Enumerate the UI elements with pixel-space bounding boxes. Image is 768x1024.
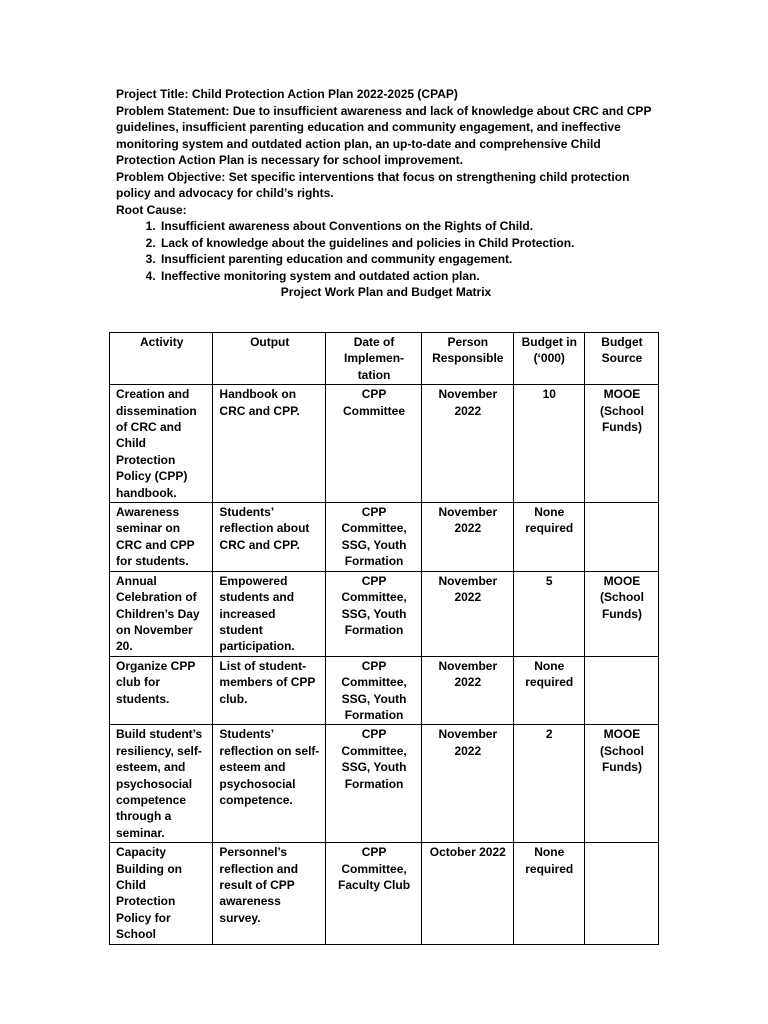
project-title: Child Protection Action Plan 2022-2025 (CPAP) [191,87,458,101]
person-cell: November 2022 [422,503,514,572]
date-cell: CPP Committee, SSG, Youth Formation [326,503,422,572]
column-header-date: Date of Implemen-tation [326,333,422,385]
table-row [110,503,659,572]
budget-cell: None required [513,656,584,725]
date-cell: CPP Committee [326,385,422,503]
source-cell: MOOE (School Funds) [584,725,658,843]
problem-objective: Set specific interventions that focus on strengthening child protection policy and advocacy for child’s rights. [116,169,630,200]
root-cause-item: 4. Ineffective monitoring system and outdated action plan. [159,268,656,285]
column-header-person: Person Responsible [422,333,514,385]
column-header-output: Output [213,333,326,385]
source-cell: MOOE (School Funds) [584,571,658,656]
table-row [110,656,659,725]
output-cell: Students’ reflection about CRC and CPP. [213,503,326,572]
person-cell: November 2022 [422,725,514,843]
date-cell: CPP Committee, SSG, Youth Formation [326,725,422,843]
activity-cell: Build student’s resiliency, self-esteem, and psychosocial competence through a seminar. [110,725,213,843]
output-cell: List of student-members of CPP club. [213,656,326,725]
output-cell: Students’ reflection on self-esteem and psychosocial competence. [213,725,326,843]
column-header-source: Budget Source [584,333,658,385]
problem-objective-line [116,169,656,202]
budget-cell: None required [513,503,584,572]
output-cell: Empowered students and increased student participation. [213,571,326,656]
date-cell: CPP Committee, SSG, Youth Formation [326,571,422,656]
table-row [110,725,659,843]
root-cause-item: 3. Insufficient parenting education and community engagement. [159,251,656,268]
person-cell: October 2022 [422,843,514,944]
problem-statement-line [116,103,656,169]
activity-cell: Capacity Building on Child Protection Policy for School [110,843,213,944]
date-cell: CPP Committee, SSG, Youth Formation [326,656,422,725]
problem-objective-label: Problem Objective: [116,169,226,184]
project-title-label: Project Title: [116,87,189,101]
table-row [110,385,659,503]
root-cause-list [116,218,656,284]
budget-cell: None required [513,843,584,944]
root-cause-label: Root Cause: [116,202,187,217]
table-row [110,571,659,656]
problem-statement-label: Problem Statement: [116,103,230,118]
problem-statement: Due to insufficient awareness and lack of knowledge about CRC and CPP guidelines, insufficient parenting education and community engagement, and ineffective monitoring system and outdated action plan, an up-to-date and comprehensive Child Protection Action Plan is necessary for school improvement. [116,103,652,167]
budget-cell: 2 [513,725,584,843]
activity-cell: Awareness seminar on CRC and CPP for students. [110,503,213,572]
column-header-budget: Budget in (‘000) [513,333,584,385]
date-cell: CPP Committee, Faculty Club [326,843,422,944]
work-plan-table [109,332,659,945]
project-title-line [116,86,656,103]
root-cause-item: 1. Insufficient awareness about Conventions on the Rights of Child. [159,218,656,235]
column-header-activity: Activity [110,333,213,385]
table-header-row [110,333,659,385]
root-cause-item: 2. Lack of knowledge about the guidelines and policies in Child Protection. [159,235,656,252]
source-cell [584,843,658,944]
source-cell [584,503,658,572]
person-cell: November 2022 [422,571,514,656]
activity-cell: Organize CPP club for students. [110,656,213,725]
person-cell: November 2022 [422,656,514,725]
source-cell [584,656,658,725]
activity-cell: Creation and dissemination of CRC and Child Protection Policy (CPP) handbook. [110,385,213,503]
output-cell: Handbook on CRC and CPP. [213,385,326,503]
output-cell: Personnel’s reflection and result of CPP awareness survey. [213,843,326,944]
budget-cell: 10 [513,385,584,503]
person-cell: November 2022 [422,385,514,503]
matrix-title: Project Work Plan and Budget Matrix [280,285,492,299]
source-cell: MOOE (School Funds) [584,385,658,503]
table-row [110,843,659,944]
activity-cell: Annual Celebration of Children’s Day on November 20. [110,571,213,656]
budget-cell: 5 [513,571,584,656]
document-body [116,86,656,301]
